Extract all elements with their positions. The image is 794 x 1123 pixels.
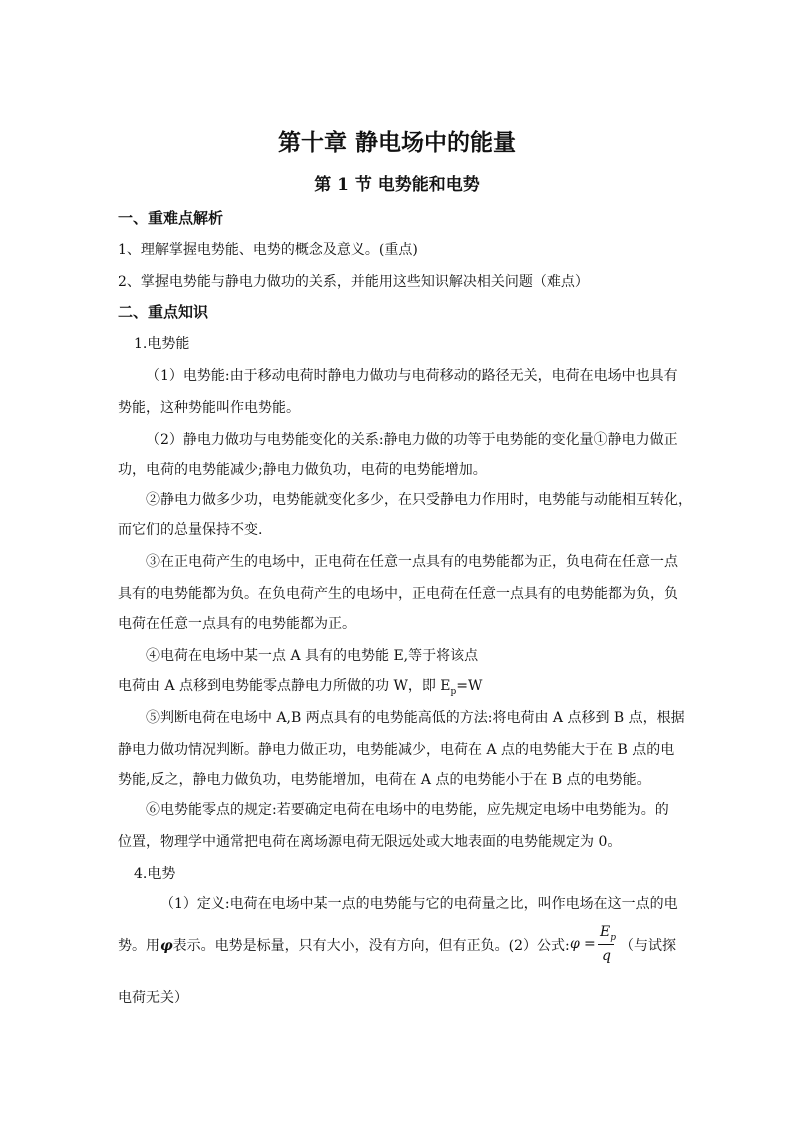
list-item: 1、理解掌握电势能、电势的概念及意义。(重点) xyxy=(118,242,418,258)
text-span: 电荷由 A 点移到电势能零点静电力所做的功 W，即 E xyxy=(118,678,451,694)
formula-phi: φ xyxy=(570,936,580,952)
heading-key-points-analysis: 一、重难点解析 xyxy=(118,209,224,227)
text-span: 表示。电势是标量，只有大小，没有方向，但有正负。(2）公式: xyxy=(172,938,570,954)
formula-equals: = xyxy=(584,936,596,952)
subheading-potential-energy: 1.电势能 xyxy=(134,336,190,352)
numerator-e: E xyxy=(600,924,611,940)
paragraph-line: 功，电荷的电势能减少;静电力做负功，电荷的电势能增加。 xyxy=(118,462,487,478)
paragraph-line: （2）静电力做功与电势能变化的关系:静电力做的功等于电势能的变化量①静电力做正 xyxy=(146,432,678,448)
phi-symbol: φ xyxy=(160,938,173,954)
paragraph-line: 而它们的总量保持不变. xyxy=(118,522,263,538)
paragraph-line: 电荷在任意一点具有的电势能都为正。 xyxy=(118,616,356,632)
paragraph-line: 电荷无关） xyxy=(118,990,188,1006)
formula-denominator: q xyxy=(602,948,611,964)
paragraph-line: ③在正电荷产生的电场中，正电荷在任意一点具有的电势能都为正，负电荷在任意一点 xyxy=(146,554,678,570)
paragraph-line xyxy=(118,936,570,956)
paragraph-line: 势能,反之，静电力做负功，电势能增加，电荷在 A 点的电势能小于在 B 点的电势能。 xyxy=(118,772,651,788)
subscript: p xyxy=(450,686,457,697)
formula-fraction xyxy=(570,924,616,968)
paragraph-line: ②静电力做多少功，电势能就变化多少，在只受静电力作用时，电势能与动能相互转化， xyxy=(146,492,692,508)
formula-numerator xyxy=(600,924,616,943)
numerator-sub: p xyxy=(610,932,616,943)
text-span: =W xyxy=(456,678,483,694)
paragraph-line: 位置，物理学中通常把电荷在离场源电荷无限远处或大地表面的电势能规定为 0。 xyxy=(118,834,622,850)
chapter-title: 第十章 静电场中的能量 xyxy=(277,129,516,156)
section-title: 第 1 节 电势能和电势 xyxy=(314,175,480,195)
paragraph-line: 静电力做功情况判断。静电力做正功，电势能减少，电荷在 A 点的电势能大于在 B 点的电 xyxy=(118,742,675,758)
paragraph-line: ⑤判断电荷在电场中 A,B 两点具有的电势能高低的方法:将电荷由 A 点移到 B 点，根据 xyxy=(146,710,685,726)
paragraph-line xyxy=(118,676,482,702)
paragraph-line: （与试探 xyxy=(620,938,676,954)
paragraph-line: ⑥电势能零点的规定:若要确定电荷在电场中的电势能，应先规定电场中电势能为。的 xyxy=(146,802,669,818)
potential-formula xyxy=(570,924,616,968)
subheading-potential: 4.电势 xyxy=(134,866,176,882)
paragraph-line: （1）定义:电荷在电场中某一点的电势能与它的电荷量之比，叫作电场在这一点的电 xyxy=(160,896,678,912)
paragraph-line: ④电荷在电场中某一点 A 具有的电势能 E,等于将该点 xyxy=(146,648,479,664)
text-span: 势。用 xyxy=(118,938,160,954)
paragraph-line: 势能，这种势能叫作电势能。 xyxy=(118,400,300,416)
list-item: 2、掌握电势能与静电力做功的关系，并能用这些知识解决相关问题（难点） xyxy=(118,274,589,290)
heading-key-knowledge: 二、重点知识 xyxy=(118,303,209,321)
paragraph-line: 具有的电势能都为负。在负电荷产生的电场中，正电荷在任意一点具有的电势能都为负，负 xyxy=(118,586,678,602)
paragraph-line: （1）电势能:由于移动电荷时静电力做功与电荷移动的路径无关，电荷在电场中也具有 xyxy=(146,368,678,384)
fraction-bar xyxy=(598,944,614,945)
